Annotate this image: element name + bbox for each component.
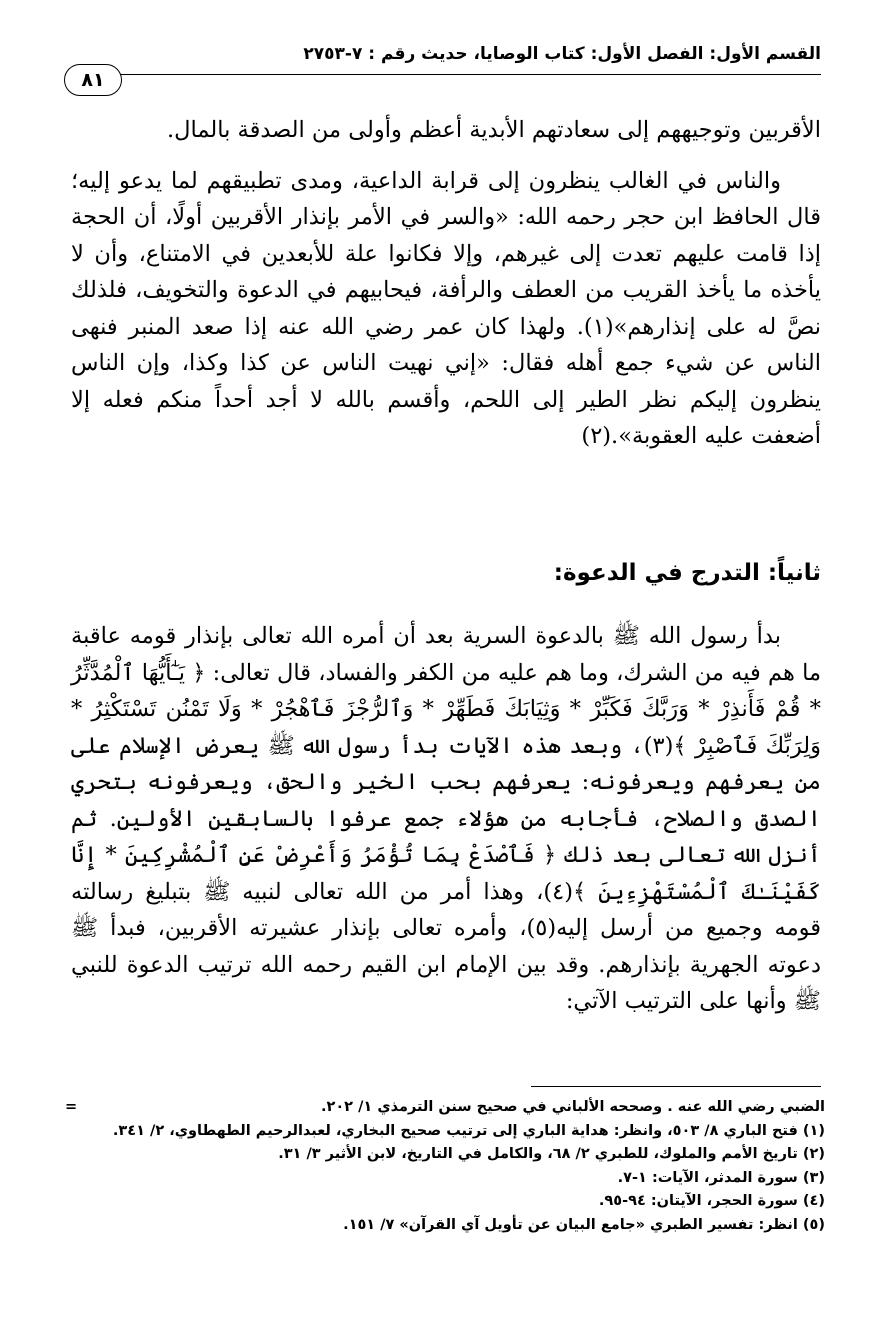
section-heading: ثانياً: التدرج في الدعوة: — [553, 560, 821, 586]
footnote-3: (٣) سورة المدثر، الآيات: ١-٧. — [617, 1169, 825, 1186]
paragraph-gap — [71, 149, 821, 163]
footnote-rule — [531, 1086, 821, 1087]
paragraph-3: بدأ رسول الله ﷺ بالدعوة السرية بعد أن أمره الله تعالى بإنذار قومه عاقبة ما هم فيه من الشرك، وما هم عليه من الكفر والفساد، قال تعالى: ﴿ يَـٰٓأَيُّهَا ٱلْمُدَّثِّرُ * قُمْ فَأَنذِرْ * وَرَبَّكَ فَكَبِّرْ * وَثِيَابَكَ فَطَهِّرْ * وَٱلرُّجْزَ فَٱهْجُرْ * وَلَا تَمْنُن تَسْتَكْثِرُ * وَلِرَبِّكَ فَٱصْبِرْ ﴾(٣)، وبعد هذه الآيات بدأ رسول الله ﷺ يعرض الإسلام على من يعرفهم ويعرفونه: يعرفهم بحب الخير والحق، ويعرفونه بتحري الصدق والصلاح، فأجابه من هؤلاء جمع عرفوا بالسابقين الأولين. ثم أنزل الله تعالى بعد ذلك ﴿ فَٱصْدَعْ بِمَا تُؤْمَرُ وَأَعْرِضْ عَنِ ٱلْمُشْرِكِينَ * إِنَّا كَفَيْنَـٰكَ ٱلْمُسْتَهْزِءِينَ ﴾(٤)، وهذا أمر من الله تعالى لنبيه ﷺ بتبليغ رسالته قومه وجميع من أرسل إليه(٥)، وأمره تعالى بإنذار عشيرته الأقربين، فبدأ ﷺ دعوته الجهرية بإنذارهم. وقد بين الإمام ابن القيم رحمه الله ترتيب الدعوة للنبي ﷺ وأنها على الترتيب الآتي: — [71, 623, 822, 1014]
footnote-2: (٢) تاريخ الأمم والملوك، للطبري ٢/ ٦٨، والكامل في التاريخ، لابن الأثير ٣/ ٣١. — [278, 1146, 825, 1162]
body-section-1 — [71, 112, 821, 455]
header-rule — [72, 74, 821, 75]
footnote-4: (٤) سورة الحجر، الآيتان: ٩٤-٩٥. — [598, 1193, 825, 1209]
page-number: ٨١ — [64, 64, 122, 96]
paragraph-1: الأقربين وتوجيههم إلى سعادتهم الأبدية أعظم وأولى من الصدقة بالمال. — [167, 117, 821, 143]
continuation-mark: = — [65, 1099, 78, 1115]
footnote-1: (١) فتح الباري ٨/ ٥٠٣، وانظر: هداية الباري إلى ترتيب صحيح البخاري، لعبدالرحيم الطهطاوي، ٢/ ٣٤١. — [112, 1122, 825, 1139]
footnotes — [65, 1096, 825, 1237]
paragraph-2: والناس في الغالب ينظرون إلى قرابة الداعية، ومدى تطبيقهم لما يدعو إليه؛ قال الحافظ ابن حجر رحمه الله: «والسر في الأمر بإنذار الأقربين أولًا، أن الحجة إذا قامت عليهم تعدت إلى غيرهم، وإلا فكانوا علة للأبعدين في الامتناع، وأن لا يأخذه ما يأخذ القريب من العطف والرأفة، فيحابيهم في الدعوة والتخويف، فلذلك نصَّ له على إنذارهم»(١). ولهذا كان عمر رضي الله عنه إذا صعد المنبر فنهى الناس عن شيء جمع أهله فقال: «إني نهيت الناس عن كذا وكذا، وإن الناس ينظرون إليكم نظر الطير إلى اللحم، وأقسم بالله لا أجد أحداً منكم فعله إلا أضعفت عليه العقوبة».(٢) — [71, 167, 822, 449]
body-section-2 — [71, 618, 821, 1020]
footnote-5: (٥) انظر: تفسير الطبري «جامع البيان عن تأويل آي القرآن» ٧/ ١٥١. — [343, 1216, 825, 1233]
running-header: القسم الأول: الفصل الأول: كتاب الوصايا، حديث رقم : ٧-٢٧٥٣ — [303, 44, 821, 64]
continuation-text: الضبي رضي الله عنه . وصححه الألباني في صحيح سنن الترمذي ١/ ٢٠٢. — [320, 1099, 825, 1115]
footnote-continuation — [65, 1096, 825, 1120]
